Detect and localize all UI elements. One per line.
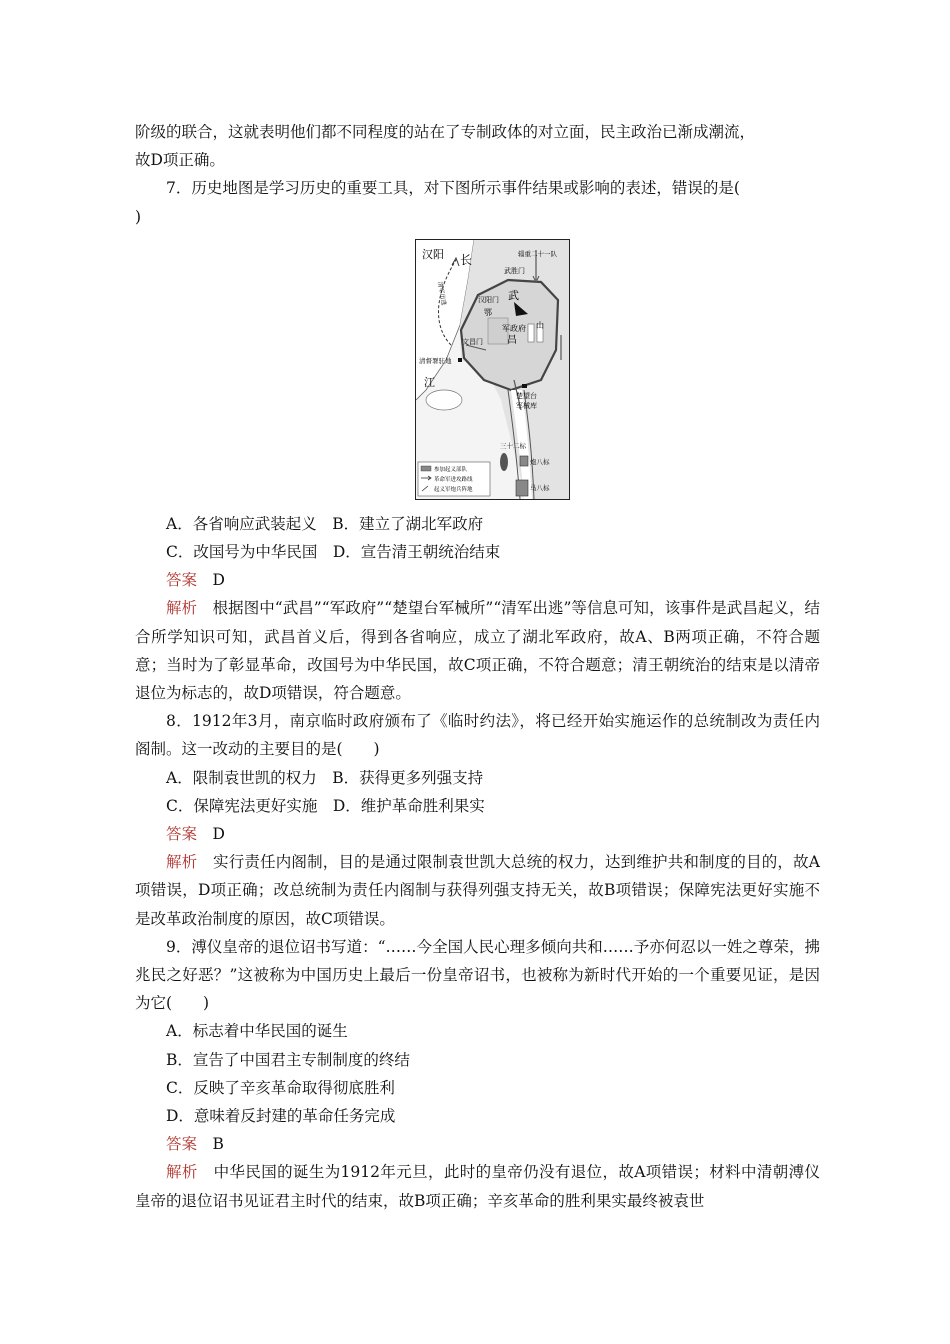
analysis-tag: 解析 <box>166 853 198 872</box>
q8-analysis <box>135 848 820 933</box>
answer-tag: 答案 <box>166 825 198 844</box>
q9-answer-value: B <box>197 1135 224 1154</box>
map-label-jiang: 江 <box>424 375 435 389</box>
map-label-paobabiao: 炮八标 <box>530 457 550 466</box>
q9-option-d: D．意味着反封建的革命任务完成 <box>166 1107 396 1126</box>
q7-stem-end: ) <box>135 207 142 226</box>
map-label-junzhengfu: 军政府 <box>502 323 526 333</box>
document-page <box>135 118 820 1215</box>
q9-option-c: C．反映了辛亥革命取得彻底胜利 <box>166 1078 395 1097</box>
answer-tag: 答案 <box>166 571 198 590</box>
map-label-junxieku: 军械库 <box>516 401 537 410</box>
analysis-tag: 解析 <box>166 1163 198 1182</box>
map-label-chang: 长 <box>460 252 473 267</box>
question-9-stem: 9．溥仪皇帝的退位诏书写道：“……今全国人民心理多倾向共和……予亦何忍以一姓之尊荣，拂兆民之好恶？”这被称为中国历史上最后一份皇帝诏书，也被称为新时代开始的一个重要见证，是因为它( ) <box>135 937 820 1013</box>
map-label-hanyangmen: 汉阳门 <box>478 295 499 304</box>
q8-options-row-1: A．限制袁世凯的权力 B．获得更多列强支持 <box>166 768 484 787</box>
map-label-wu: 武 <box>508 288 519 302</box>
intro-line-2: 故D项正确。 <box>135 151 225 170</box>
map-label-qingdushu: 清督署驻地 <box>419 356 452 365</box>
q7-stem-text: 7．历史地图是学习历史的重要工具，对下图所示事件结果或影响的表述，错误的是( <box>166 179 740 198</box>
map-label-shan: 山 <box>536 320 544 330</box>
legend-label-3: 起义军炮兵阵地 <box>434 486 473 493</box>
question-7-stem <box>135 174 820 230</box>
intro-paragraph <box>135 118 820 174</box>
q7-answer <box>135 566 820 594</box>
q9-option-b: B．宣告了中国君主专制制度的终结 <box>166 1050 410 1069</box>
q7-options-row-2: C．改国号为中华民国 D．宣告清王朝统治结束 <box>166 543 501 562</box>
map-graphic <box>416 240 569 499</box>
legend-label-1: 参加起义部队 <box>434 466 468 473</box>
map-label-zhongchu: 辎重二十一队 <box>518 249 557 258</box>
map-label-sanshier: 三十二标 <box>500 441 526 450</box>
q8-analysis-text: 实行责任内阁制，目的是通过限制袁世凯大总统的权力，达到维护共和制度的目的，故A项错误，D项正确；改总统制为责任内阁制与获得列强支持无关，故B项错误；保障宪法更好实施不是改革政治制度的原因，故C项错误。 <box>135 853 820 928</box>
map-label-wushengmen: 武胜门 <box>504 266 525 275</box>
map-label-wenchangmen: 文昌门 <box>462 337 483 346</box>
q8-options-row-2: C．保障宪法更好实施 D．维护革命胜利果实 <box>166 796 485 815</box>
analysis-tag: 解析 <box>166 599 198 618</box>
map-label-chuwangtai: 楚望台 <box>516 391 537 400</box>
wuchang-uprising-map <box>415 239 570 500</box>
q9-analysis-text: 中华民国的诞生为1912年元旦，此时的皇帝仍没有退位，故A项错误；材料中清朝溥仪皇帝的退位诏书见证君主时代的结束，故B项正确；辛亥革命的胜利果实最终被袁世 <box>135 1163 820 1210</box>
q8-answer-value: D <box>197 825 225 844</box>
q7-analysis <box>135 594 820 707</box>
q9-analysis <box>135 1158 820 1214</box>
map-label-hanyang: 汉阳 <box>422 247 444 261</box>
q7-options-row-1: A．各省响应武装起义 B．建立了湖北军政府 <box>166 514 484 533</box>
q9-option-a: A．标志着中华民国的诞生 <box>166 1022 348 1041</box>
intro-line-1: 阶级的联合，这就表明他们都不同程度的站在了专制政体的对立面，民主政治已渐成潮流， <box>135 123 756 141</box>
map-label-mababiao: 马八标 <box>530 483 550 492</box>
question-8-stem: 8．1912年3月，南京临时政府颁布了《临时约法》，将已经开始实施运作的总统制改为责任内阁制。这一改动的主要目的是( ) <box>135 712 820 759</box>
map-label-e: 鄂 <box>484 307 492 317</box>
legend-label-2: 革命军进攻路线 <box>434 476 473 483</box>
q8-answer <box>135 820 820 848</box>
map-label-chang2: 昌 <box>507 334 517 346</box>
q7-analysis-text: 根据图中“武昌”“军政府”“楚望台军械所”“清军出逃”等信息可知，该事件是武昌起义，结合所学知识可知，武昌首义后，得到各省响应，成立了湖北军政府，故A、B两项正确，不符合题意；当时为了彰显革命，改国号为中华民国，故C项正确，不符合题意；清王朝统治的结束是以清帝退位为标志的，故D项错误，符合题意。 <box>135 599 820 703</box>
answer-tag: 答案 <box>166 1135 198 1154</box>
map-label-qingjun: 清军出逃 <box>436 280 448 306</box>
q9-answer <box>135 1130 820 1158</box>
q7-answer-value: D <box>197 571 225 590</box>
